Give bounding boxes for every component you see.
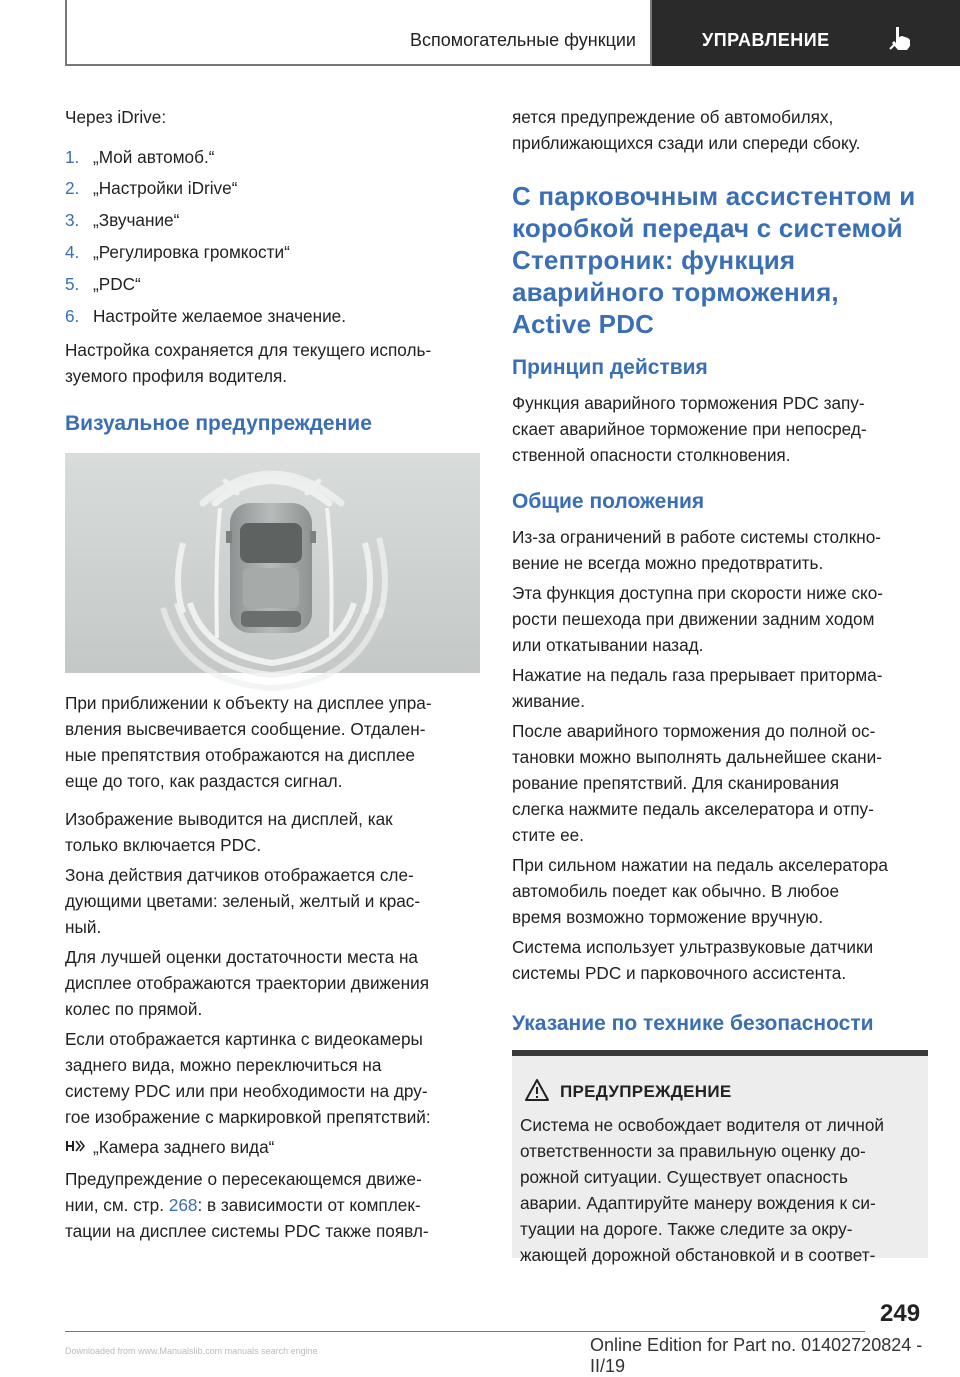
para-line: или откатывании назад. bbox=[512, 635, 704, 655]
list-item bbox=[65, 175, 237, 202]
chapter-title: УПРАВЛЕНИЕ bbox=[702, 30, 830, 50]
heading-line: Active PDC bbox=[512, 309, 655, 339]
footer-edition: Online Edition for Part no. 01402720824 - II/19 bbox=[590, 1335, 923, 1376]
warning-line: рожной ситуации. Существует опасность bbox=[520, 1167, 848, 1187]
rear-camera-icon bbox=[65, 1137, 87, 1155]
heading-visual-warning: Визуальное предупреждение bbox=[65, 412, 372, 435]
footer-divider bbox=[65, 1331, 865, 1332]
para-line: стите ее. bbox=[512, 825, 584, 845]
step-text: „Регулировка громкости“ bbox=[93, 242, 290, 262]
para-line: вления высвечивается сообщение. Отдален- bbox=[65, 719, 426, 739]
step-number: 2. bbox=[65, 178, 80, 198]
para-line: живание. bbox=[512, 691, 586, 711]
pdc-display-image bbox=[65, 453, 480, 673]
para-line: дующими цветами: зеленый, желтый и крас- bbox=[65, 891, 421, 911]
page-header bbox=[65, 0, 960, 66]
list-item bbox=[65, 303, 346, 330]
para-line: только включается PDC. bbox=[65, 835, 262, 855]
para-line: заднего вида, можно переключиться на bbox=[65, 1055, 382, 1075]
para-line: рости пешехода при движении задним ходом bbox=[512, 609, 875, 629]
pdc-illustration bbox=[65, 453, 480, 673]
para-line: время возможно торможение вручную. bbox=[512, 907, 824, 927]
heading-principle: Принцип действия bbox=[512, 356, 708, 379]
para-line: При сильном нажатии на педаль акселератора bbox=[512, 855, 888, 875]
para-line: Если отображается картинка с видеокамеры bbox=[65, 1029, 423, 1049]
para-line: ственной опасности столкновения. bbox=[512, 445, 791, 465]
warning-triangle-icon bbox=[524, 1078, 550, 1102]
step-number: 5. bbox=[65, 274, 80, 294]
footer-watermark: Downloaded from www.Manualslib.com manuals search engine bbox=[65, 1346, 318, 1356]
step-number: 1. bbox=[65, 147, 80, 167]
heading-line: Стептроник: функция bbox=[512, 245, 796, 275]
heading-line: С парковочным ассистентом и bbox=[512, 181, 916, 211]
para-line: тановки можно выполнять дальнейшее скани- bbox=[512, 747, 882, 767]
text-span: : в зависимости от комплек- bbox=[197, 1195, 421, 1215]
para-line: Система использует ультразвуковые датчики bbox=[512, 937, 874, 957]
para-line: приближающихся сзади или спереди сбоку. bbox=[512, 133, 861, 153]
para-line: Зона действия датчиков отображается сле- bbox=[65, 865, 414, 885]
step-number: 6. bbox=[65, 306, 80, 326]
step-number: 4. bbox=[65, 242, 80, 262]
para-line: После аварийного торможения до полной ос- bbox=[512, 721, 876, 741]
para-line: тации на дисплее системы PDC также появл- bbox=[65, 1221, 429, 1241]
para-line: Из-за ограничений в работе системы столкно- bbox=[512, 527, 882, 547]
para-line bbox=[65, 1192, 421, 1219]
step-text: „PDC“ bbox=[93, 274, 141, 294]
para-line: При приближении к объекту на дисплее упра- bbox=[65, 693, 432, 713]
heading-general: Общие положения bbox=[512, 490, 705, 513]
list-item bbox=[65, 271, 141, 298]
list-item bbox=[65, 239, 290, 266]
para-line: Для лучшей оценки достаточности места на bbox=[65, 947, 418, 967]
warning-line: аварии. Адаптируйте манеру вождения к си- bbox=[520, 1193, 876, 1213]
para-line: дисплее отображаются траектории движения bbox=[65, 973, 430, 993]
para-line: ные препятствия отображаются на дисплее bbox=[65, 745, 415, 765]
pointing-hand-icon bbox=[887, 24, 915, 52]
para-line: системы PDC и парковочного ассистента. bbox=[512, 963, 847, 983]
para-line: ный. bbox=[65, 917, 102, 937]
para-line: Нажатие на педаль газа прерывает приторма- bbox=[512, 665, 883, 685]
para-line: Эта функция доступна при скорости ниже ско- bbox=[512, 583, 884, 603]
para-line: рование препятствий. Для сканирования bbox=[512, 773, 840, 793]
warning-line: жающей дорожной обстановкой и в соответ- bbox=[520, 1245, 876, 1265]
para-line: вение не всегда можно предотвратить. bbox=[512, 553, 824, 573]
intro-text: Через iDrive: bbox=[65, 107, 167, 127]
car-top-view bbox=[226, 503, 316, 633]
para-line: колес по прямой. bbox=[65, 999, 203, 1019]
warning-box bbox=[512, 1050, 928, 1265]
para-line: Изображение выводится на дисплей, как bbox=[65, 809, 393, 829]
page-link[interactable]: 268 bbox=[168, 1195, 198, 1215]
section-title: Вспомогательные функции bbox=[409, 30, 636, 50]
heading-safety: Указание по технике безопасности bbox=[512, 1012, 874, 1035]
list-item bbox=[65, 207, 179, 234]
para-line: слегка нажмите педаль акселератора и отпу- bbox=[512, 799, 874, 819]
para-line: Предупреждение о пересекающемся движе- bbox=[65, 1169, 422, 1189]
para-line: еще до того, как раздастся сигнал. bbox=[65, 771, 343, 791]
para-line: яется предупреждение об автомобилях, bbox=[512, 107, 834, 127]
warning-line: туации на дороге. Также следите за окру- bbox=[520, 1219, 853, 1239]
step-text: „Звучание“ bbox=[93, 210, 180, 230]
warning-line: ответственности за правильную оценку до- bbox=[520, 1141, 866, 1161]
warning-line: Система не освобождает водителя от личной bbox=[520, 1115, 884, 1135]
step-text: „Настройки iDrive“ bbox=[93, 178, 238, 198]
text-span: нии, см. стр. bbox=[65, 1195, 169, 1215]
list-item bbox=[65, 144, 214, 171]
para-line: автомобиль поедет как обычно. В любое bbox=[512, 881, 840, 901]
camera-item bbox=[65, 1134, 274, 1161]
page-number: 249 bbox=[880, 1300, 921, 1327]
para-line: гое изображение с маркировкой препятствий: bbox=[65, 1107, 431, 1127]
para-line: систему PDC или при необходимости на дру- bbox=[65, 1081, 428, 1101]
para-line: Функция аварийного торможения PDC запу- bbox=[512, 393, 865, 413]
saved-note-line: Настройка сохраняется для текущего исполь- bbox=[65, 340, 432, 360]
camera-item-label: „Камера заднего вида“ bbox=[93, 1137, 275, 1157]
warning-title: ПРЕДУПРЕЖДЕНИЕ bbox=[560, 1082, 732, 1101]
saved-note-line: зуемого профиля водителя. bbox=[65, 366, 288, 386]
heading-line: аварийного торможения, bbox=[512, 277, 839, 307]
chapter-tab bbox=[650, 0, 960, 66]
step-text: Настройте желаемое значение. bbox=[93, 306, 347, 326]
step-number: 3. bbox=[65, 210, 80, 230]
section-tab bbox=[65, 0, 650, 66]
heading-line: коробкой передач с системой bbox=[512, 213, 903, 243]
para-line: скает аварийное торможение при непосред- bbox=[512, 419, 867, 439]
step-text: „Мой автомоб.“ bbox=[93, 147, 215, 167]
